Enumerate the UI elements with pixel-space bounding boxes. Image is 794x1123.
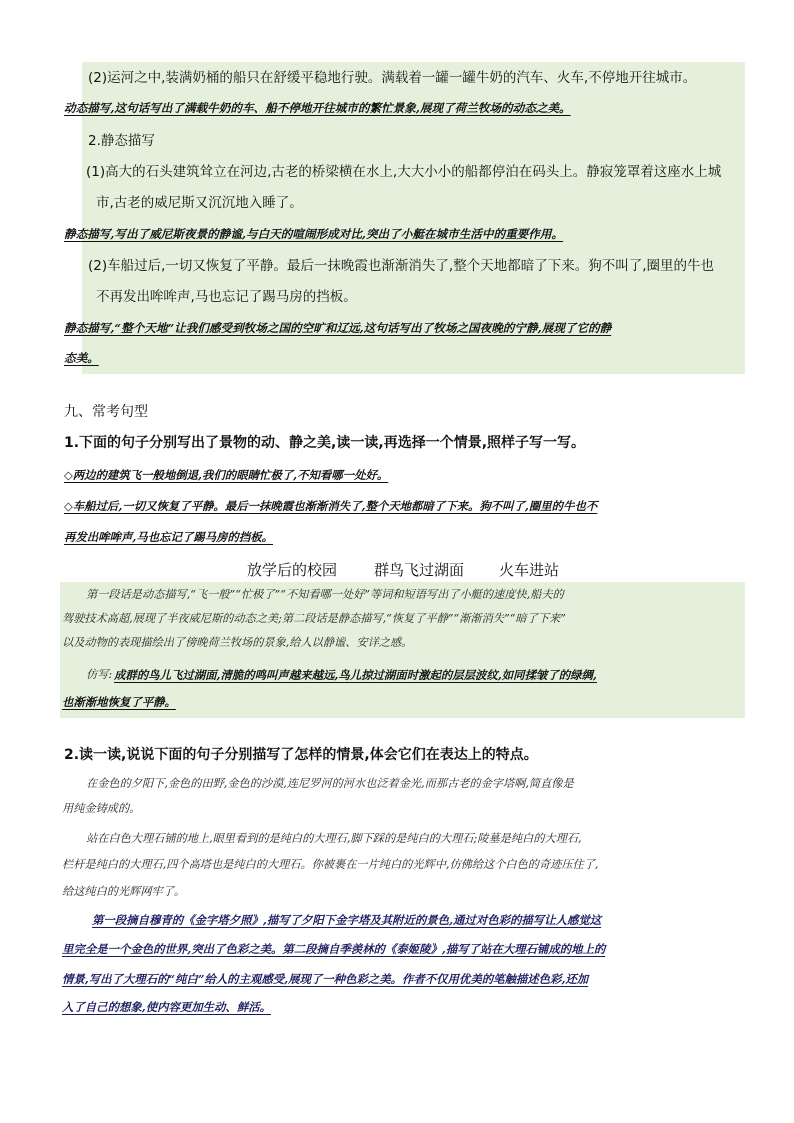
annotation: 静态描写,“整个天地”让我们感受到牧场之国的空旷和辽远,这句话写出了牧场之国夜晚的宁静,展现了它的静 bbox=[64, 321, 612, 335]
topic-option: 群鸟飞过湖面 bbox=[374, 561, 465, 579]
topic-option: 火车进站 bbox=[499, 561, 560, 579]
passage-text: 在金色的夕阳下,金色的田野,金色的沙漠,连尼罗河的河水也泛着金光,而那古老的金字塔啊,简直像是 bbox=[86, 777, 574, 790]
passage-text: 给这纯白的光辉网牢了。 bbox=[62, 885, 186, 898]
passage-text: 站在白色大理石铺的地上,眼里看到的是纯白的大理石,脚下踩的是纯白的大理石;陵墓是纯白的大理石, bbox=[86, 832, 582, 845]
answer-text: 驾驶技术高超,展现了半夜威尼斯的动态之美;第二段话是静态描写,“恢复了平静”“渐渐消失”“暗了下来” bbox=[62, 612, 566, 625]
question-1: 1.下面的句子分别写出了景物的动、静之美,读一读,再选择一个情景,照样子写一写。 bbox=[64, 435, 586, 451]
question-2: 2.读一读,说说下面的句子分别描写了怎样的情景,体会它们在表达上的特点。 bbox=[64, 747, 538, 763]
imitation-label: 仿写: bbox=[86, 668, 113, 681]
answer-text: 第一段话是动态描写,“飞一般”“忙极了”“不知看哪一处好”等词和短语写出了小艇的速度快,船夫的 bbox=[86, 588, 564, 601]
annotation: 动态描写,这句话写出了满载牛奶的车、船不停地开往城市的繁忙景象,展现了荷兰牧场的动态之美。 bbox=[64, 101, 571, 115]
imitation-text: 也渐渐地恢复了平静。 bbox=[62, 695, 176, 709]
topic-option: 放学后的校园 bbox=[247, 561, 338, 579]
answer-text: 情景,写出了大理石的“纯白”给人的主观感受,展现了一种色彩之美。作者不仅用优美的笔触描述色彩,还加 bbox=[62, 972, 589, 986]
example-sentence: 再发出哞哞声,马也忘记了踢马房的挡板。 bbox=[64, 530, 273, 544]
annotation: 态美。 bbox=[64, 351, 99, 365]
example-sentence: 市,古老的威尼斯又沉沉地入睡了。 bbox=[96, 195, 303, 211]
annotation: 静态描写,写出了威尼斯夜景的静谧,与白天的喧闹形成对比,突出了小艇在城市生活中的重要作用。 bbox=[64, 227, 564, 241]
example-sentence: ◇车船过后,一切又恢复了平静。最后一抹晚霞也渐渐消失了,整个天地都暗了下来。狗不叫了,圈里的牛也不 bbox=[64, 499, 598, 513]
example-sentence: (2)运河之中,装满奶桶的船只在舒缓平稳地行驶。满载着一罐一罐牛奶的汽车、火车,不停地开往城市。 bbox=[88, 70, 697, 86]
section-title: 九、常考句型 bbox=[64, 404, 148, 420]
answer-text: 第一段摘自穆青的《金字塔夕照》,描写了夕阳下金字塔及其附近的景色,通过对色彩的描写让人感觉这 bbox=[92, 913, 602, 927]
example-sentence: 不再发出哞哞声,马也忘记了踢马房的挡板。 bbox=[96, 289, 357, 305]
example-sentence: ◇两边的建筑飞一般地倒退,我们的眼睛忙极了,不知看哪一处好。 bbox=[64, 468, 389, 482]
answer-text: 入了自己的想象,使内容更加生动、鲜活。 bbox=[62, 1000, 271, 1014]
example-sentence: (2)车船过后,一切又恢复了平静。最后一抹晚霞也渐渐消失了,整个天地都暗了下来。狗不叫了,圈里的牛也 bbox=[88, 258, 714, 274]
answer-text: 以及动物的表现描绘出了傍晚荷兰牧场的景象,给人以静谧、安详之感。 bbox=[62, 636, 413, 649]
answer-text: 里完全是一个金色的世界,突出了色彩之美。第二段摘自季羡林的《泰姬陵》,描写了站在大理石铺成的地上的 bbox=[62, 942, 606, 956]
example-sentence: (1)高大的石头建筑耸立在河边,古老的桥梁横在水上,大大小小的船都停泊在码头上。静寂笼罩着这座水上城 bbox=[86, 164, 722, 180]
passage-text: 用纯金铸成的。 bbox=[62, 802, 141, 815]
subheading-static: 2.静态描写 bbox=[88, 133, 155, 149]
passage-text: 栏杆是纯白的大理石,四个高塔也是纯白的大理石。你被裹在一片纯白的光辉中,仿佛给这个白色的奇迹压住了, bbox=[62, 858, 599, 871]
imitation-text: 成群的鸟儿飞过湖面,清脆的鸣叫声越来越远,鸟儿掠过湖面时激起的层层波纹,如同揉皱了的绿绸, bbox=[114, 668, 597, 682]
